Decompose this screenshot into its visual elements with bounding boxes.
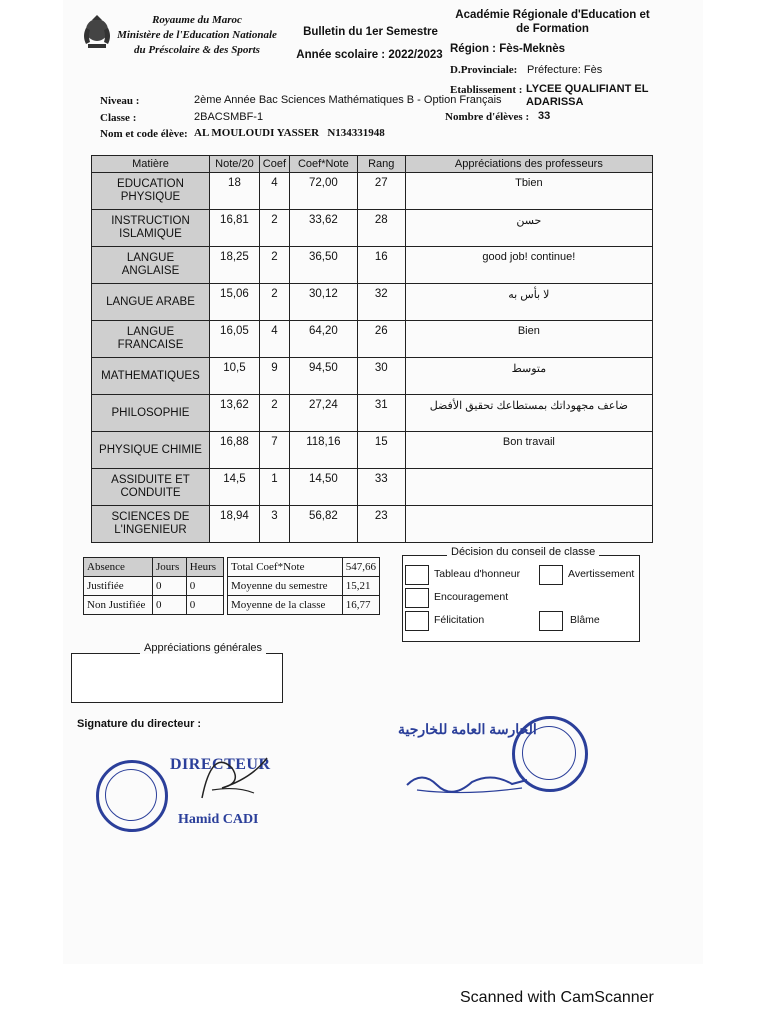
rang-cell: 28 (357, 210, 405, 247)
coef-note-cell: 94,50 (289, 358, 357, 395)
heurs-header: Heurs (186, 558, 223, 577)
heurs-value: 0 (186, 596, 223, 615)
absence-table (83, 557, 224, 615)
guard-signature-icon (402, 760, 532, 800)
table-row (92, 247, 653, 284)
note-cell: 14,5 (209, 469, 259, 506)
note-cell: 18 (209, 173, 259, 210)
matiere-cell (92, 506, 210, 543)
rang-cell: 31 (357, 395, 405, 432)
absence-header: Absence (84, 558, 153, 577)
matiere-cell (92, 432, 210, 469)
tableau-honneur-label: Tableau d'honneur (434, 568, 521, 580)
moyenne-classe-value: 16,77 (342, 596, 379, 615)
matiere-cell (92, 173, 210, 210)
moroccan-emblem-icon (80, 14, 114, 50)
coef-cell: 2 (259, 247, 289, 284)
coef-cell: 2 (259, 210, 289, 247)
note-cell: 16,81 (209, 210, 259, 247)
nombre-value: 33 (538, 110, 551, 122)
appreciation-cell (405, 506, 652, 543)
matiere-line: EDUCATION (117, 178, 184, 190)
note-cell: 16,05 (209, 321, 259, 358)
felicitation-label: Félicitation (434, 614, 485, 626)
note-cell: 15,06 (209, 284, 259, 321)
matiere-cell (92, 247, 210, 284)
appreciation-cell: لا بأس به (405, 284, 652, 321)
footer-watermark: Scanned with CamScanner (460, 989, 654, 1006)
niveau-value: 2ème Année Bac Sciences Mathématiques B - Option Français (194, 94, 502, 106)
matiere-line: INSTRUCTION (111, 215, 190, 227)
table-row (92, 173, 653, 210)
kingdom-line: Royaume du Maroc (152, 14, 242, 26)
heurs-value: 0 (186, 577, 223, 596)
matiere-line: ASSIDUITE ET (111, 474, 190, 486)
nom-value: AL MOULOUDI YASSER N134331948 (194, 127, 385, 139)
rang-cell: 16 (357, 247, 405, 284)
coef-cell: 2 (259, 284, 289, 321)
encouragement-checkbox[interactable] (405, 588, 429, 608)
table-row (92, 284, 653, 321)
table-row (92, 432, 653, 469)
school-year: Année scolaire : 2022/2023 (296, 49, 443, 61)
appreciation-cell: good job! continue! (405, 247, 652, 284)
coef-note-cell: 56,82 (289, 506, 357, 543)
matiere-line: FRANCAISE (117, 339, 184, 351)
total-value: 547,66 (342, 558, 379, 577)
col-rang: Rang (357, 156, 405, 173)
note-cell: 18,25 (209, 247, 259, 284)
etab-value-line-2: ADARISSA (526, 96, 584, 108)
table-row (92, 210, 653, 247)
matiere-line: PHYSIQUE CHIMIE (99, 443, 202, 456)
col-matiere: Matière (92, 156, 210, 173)
avertissement-checkbox[interactable] (539, 565, 563, 585)
matiere-cell (92, 321, 210, 358)
absence-label: Non Justifiée (84, 596, 153, 615)
moyenne-classe-label: Moyenne de la classe (228, 596, 343, 615)
ministry-line: Ministère de l'Education Nationale (117, 29, 277, 41)
appreciation-cell: Tbien (405, 173, 652, 210)
note-cell: 13,62 (209, 395, 259, 432)
rang-cell: 26 (357, 321, 405, 358)
grades-table (91, 155, 653, 543)
coef-note-cell: 30,12 (289, 284, 357, 321)
ministry-line-2: du Préscolaire & des Sports (134, 44, 260, 56)
matiere-cell (92, 395, 210, 432)
official-stamp-icon (512, 716, 588, 792)
matiere-line: LANGUE ARABE (106, 295, 195, 308)
academy-line-2: de Formation (516, 23, 589, 35)
appreciation-cell: Bien (405, 321, 652, 358)
matiere-cell (92, 210, 210, 247)
etab-label: Etablissement : (450, 84, 523, 96)
matiere-cell (92, 358, 210, 395)
col-coef-note: Coef*Note (289, 156, 357, 173)
coef-note-cell: 64,20 (289, 321, 357, 358)
felicitation-checkbox[interactable] (405, 611, 429, 631)
matiere-cell (92, 284, 210, 321)
rang-cell: 23 (357, 506, 405, 543)
appreciation-cell: Bon travail (405, 432, 652, 469)
rang-cell: 33 (357, 469, 405, 506)
appreciations-generales-box (71, 653, 283, 703)
niveau-label: Niveau : (100, 95, 140, 107)
coef-cell: 9 (259, 358, 289, 395)
nombre-label: Nombre d'élèves : (445, 111, 530, 123)
col-coef: Coef (259, 156, 289, 173)
table-row (92, 506, 653, 543)
coef-cell: 3 (259, 506, 289, 543)
appreciation-cell: متوسط (405, 358, 652, 395)
coef-cell: 4 (259, 173, 289, 210)
director-stamp-icon (96, 760, 168, 832)
nom-label: Nom et code élève: (100, 128, 188, 140)
etab-value-line-1: LYCEE QUALIFIANT EL (526, 83, 649, 95)
moyenne-semestre-value: 15,21 (342, 577, 379, 596)
coef-note-cell: 118,16 (289, 432, 357, 469)
matiere-line: CONDUITE (120, 487, 181, 499)
jours-header: Jours (153, 558, 187, 577)
table-row (92, 395, 653, 432)
coef-note-cell: 27,24 (289, 395, 357, 432)
encouragement-label: Encouragement (434, 591, 509, 603)
arabic-stamp-text: الحارسة العامة للخارجية (398, 721, 537, 737)
col-appreciations: Appréciations des professeurs (405, 156, 652, 173)
matiere-line: PHYSIQUE (120, 191, 181, 203)
blame-label: Blâme (570, 614, 600, 626)
appreciation-cell (405, 469, 652, 506)
coef-cell: 2 (259, 395, 289, 432)
academy-line: Académie Régionale d'Education et (455, 9, 650, 21)
bulletin-title: Bulletin du 1er Semestre (303, 26, 438, 38)
director-signature-icon (192, 738, 282, 808)
col-note: Note/20 (209, 156, 259, 173)
note-cell: 18,94 (209, 506, 259, 543)
rang-cell: 27 (357, 173, 405, 210)
matiere-line: PHILOSOPHIE (111, 406, 190, 419)
matiere-line: ISLAMIQUE (119, 228, 182, 240)
jours-value: 0 (153, 596, 187, 615)
matiere-line: L'INGENIEUR (114, 524, 187, 536)
etab-value (526, 83, 648, 109)
note-cell: 16,88 (209, 432, 259, 469)
blame-checkbox[interactable] (539, 611, 563, 631)
grades-header-row (92, 156, 653, 173)
coef-cell: 1 (259, 469, 289, 506)
absence-label: Justifiée (84, 577, 153, 596)
jours-value: 0 (153, 577, 187, 596)
coef-note-cell: 72,00 (289, 173, 357, 210)
coef-cell: 4 (259, 321, 289, 358)
rang-cell: 15 (357, 432, 405, 469)
rang-cell: 30 (357, 358, 405, 395)
academy-header (450, 8, 655, 36)
appreciation-cell: حسن (405, 210, 652, 247)
appreciations-generales-title: Appréciations générales (140, 642, 266, 654)
decision-title: Décision du conseil de classe (447, 546, 599, 558)
matiere-line: MATHEMATIQUES (101, 369, 200, 382)
moyenne-semestre-label: Moyenne du semestre (228, 577, 343, 596)
matiere-line: LANGUE (126, 326, 175, 338)
avertissement-label: Avertissement (568, 568, 635, 580)
province-value: Préfecture: Fès (527, 64, 603, 76)
classe-label: Classe : (100, 112, 137, 124)
ministry-header (112, 13, 282, 58)
note-cell: 10,5 (209, 358, 259, 395)
totals-table (227, 557, 380, 615)
director-title: DIRECTEUR (170, 756, 271, 773)
matiere-line: LANGUE ANGLAISE (121, 252, 180, 277)
coef-note-cell: 33,62 (289, 210, 357, 247)
appreciation-cell: ضاعف مجهوداتك بمستطاعك تحقيق الأفضل (405, 395, 652, 432)
table-row (92, 469, 653, 506)
rang-cell: 32 (357, 284, 405, 321)
coef-note-cell: 14,50 (289, 469, 357, 506)
signature-label: Signature du directeur : (77, 718, 202, 730)
classe-value: 2BACSMBF-1 (194, 111, 264, 123)
matiere-cell (92, 469, 210, 506)
table-row (92, 321, 653, 358)
table-row (92, 358, 653, 395)
coef-cell: 7 (259, 432, 289, 469)
coef-note-cell: 36,50 (289, 247, 357, 284)
matiere-line: SCIENCES DE (111, 511, 190, 523)
director-name: Hamid CADI (178, 812, 259, 827)
tableau-honneur-checkbox[interactable] (405, 565, 429, 585)
region-text: Région : Fès-Meknès (450, 43, 566, 55)
province-label: D.Provinciale: (450, 64, 518, 76)
total-label: Total Coef*Note (228, 558, 343, 577)
